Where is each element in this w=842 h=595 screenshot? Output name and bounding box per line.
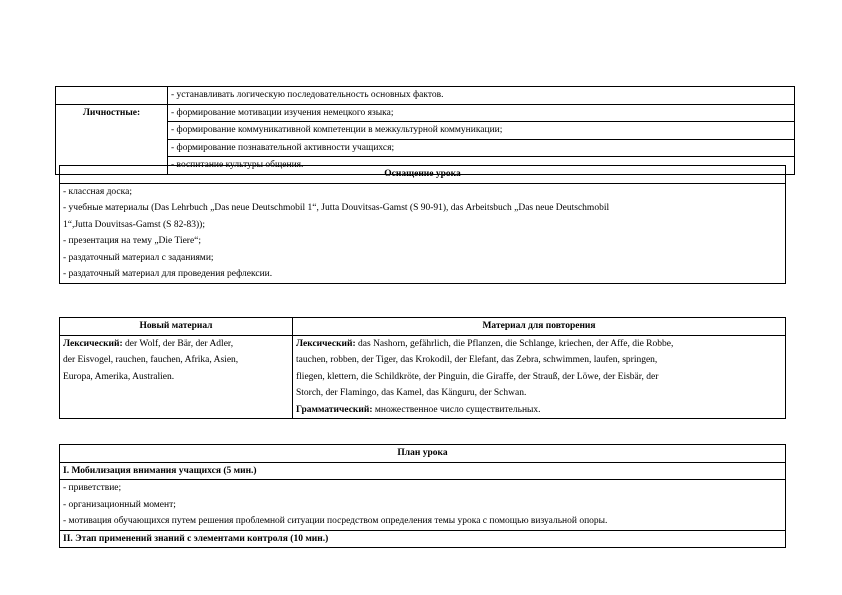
equipment-item: - раздаточный материал с заданиями; — [63, 252, 214, 263]
competency-item: - формирование коммуникативной компетенции в межкультурной коммуникации; — [168, 122, 795, 140]
equipment-title: Оснащение урока — [60, 166, 786, 184]
competency-item: - устанавливать логическую последовательность основных фактов. — [168, 87, 795, 105]
empty-label-cell — [56, 87, 168, 105]
new-lexical-label: Лексический: — [63, 338, 123, 349]
review-lexical-label: Лексический: — [296, 338, 356, 349]
review-lexical-text: tauchen, robben, der Tiger, das Krokodil, der Elefant, das Zebra, schwimmen, laufen, springen, — [296, 355, 658, 365]
new-lexical-text: Europa, Amerika, Australien. — [63, 371, 175, 382]
review-lexical-text: fliegen, klettern, die Schildkröte, der Pinguin, die Giraffe, der Strauß, der Löwe, der Eisbär, der — [296, 371, 659, 382]
review-lexical-text: Storch, der Flamingo, das Kamel, das Känguru, der Schwan. — [296, 388, 527, 398]
equipment-item: - раздаточный материал для проведения рефлексии. — [63, 269, 273, 279]
competency-item: - формирование мотивации изучения немецкого языка; — [168, 104, 795, 122]
stage-item: - мотивация обучающихся путем решения проблемной ситуации посредством определения темы урока с помощью визуальной опоры. — [63, 516, 608, 526]
plan-title: План урока — [60, 445, 786, 463]
equipment-item: 1“,Jutta Douvitsas-Gamst (S 82-83)); — [63, 219, 205, 230]
new-lexical-text: der Eisvogel, rauchen, fauchen, Afrika, Asien, — [63, 355, 239, 365]
review-material-cell — [293, 335, 786, 419]
equipment-table — [59, 165, 786, 284]
stage-items — [60, 480, 786, 531]
personal-label: Личностные: — [56, 104, 168, 174]
new-lexical-text: der Wolf, der Bär, der Adler, — [122, 338, 234, 349]
review-lexical-text: das Nashorn, gefährlich, die Pflanzen, die Schlange, kriechen, der Affe, die Robbe, — [355, 338, 674, 349]
equipment-item: - презентация на тему „Die Tiere“; — [63, 236, 202, 246]
equipment-list — [60, 183, 786, 283]
plan-table — [59, 444, 786, 548]
stage-item: - приветствие; — [63, 483, 122, 493]
new-material-header: Новый материал — [60, 318, 293, 336]
stage-title: I. Мобилизация внимания учащихся (5 мин.) — [60, 462, 786, 480]
competencies-table — [55, 86, 795, 175]
materials-table — [59, 317, 786, 419]
stage-title: II. Этап применений знаний с элементами контроля (10 мин.) — [60, 530, 786, 548]
stage-item: - организационный момент; — [63, 499, 176, 510]
equipment-item: - учебные материалы (Das Lehrbuch „Das neue Deutschmobil 1“, Jutta Douvitsas-Gamst (S 90-91), das Arbeitsbuch „Das neue Deutschmobil — [63, 203, 610, 213]
new-material-cell — [60, 335, 293, 419]
review-grammar-text: множественное число существительных. — [372, 404, 541, 415]
competency-item: - формирование познавательной активности учащихся; — [168, 139, 795, 157]
equipment-item: - классная доска; — [63, 186, 132, 197]
competency-item: - воспитание культуры общения. — [168, 157, 795, 175]
review-material-header: Материал для повторения — [293, 318, 786, 336]
review-grammar-label: Грамматический: — [296, 404, 373, 415]
